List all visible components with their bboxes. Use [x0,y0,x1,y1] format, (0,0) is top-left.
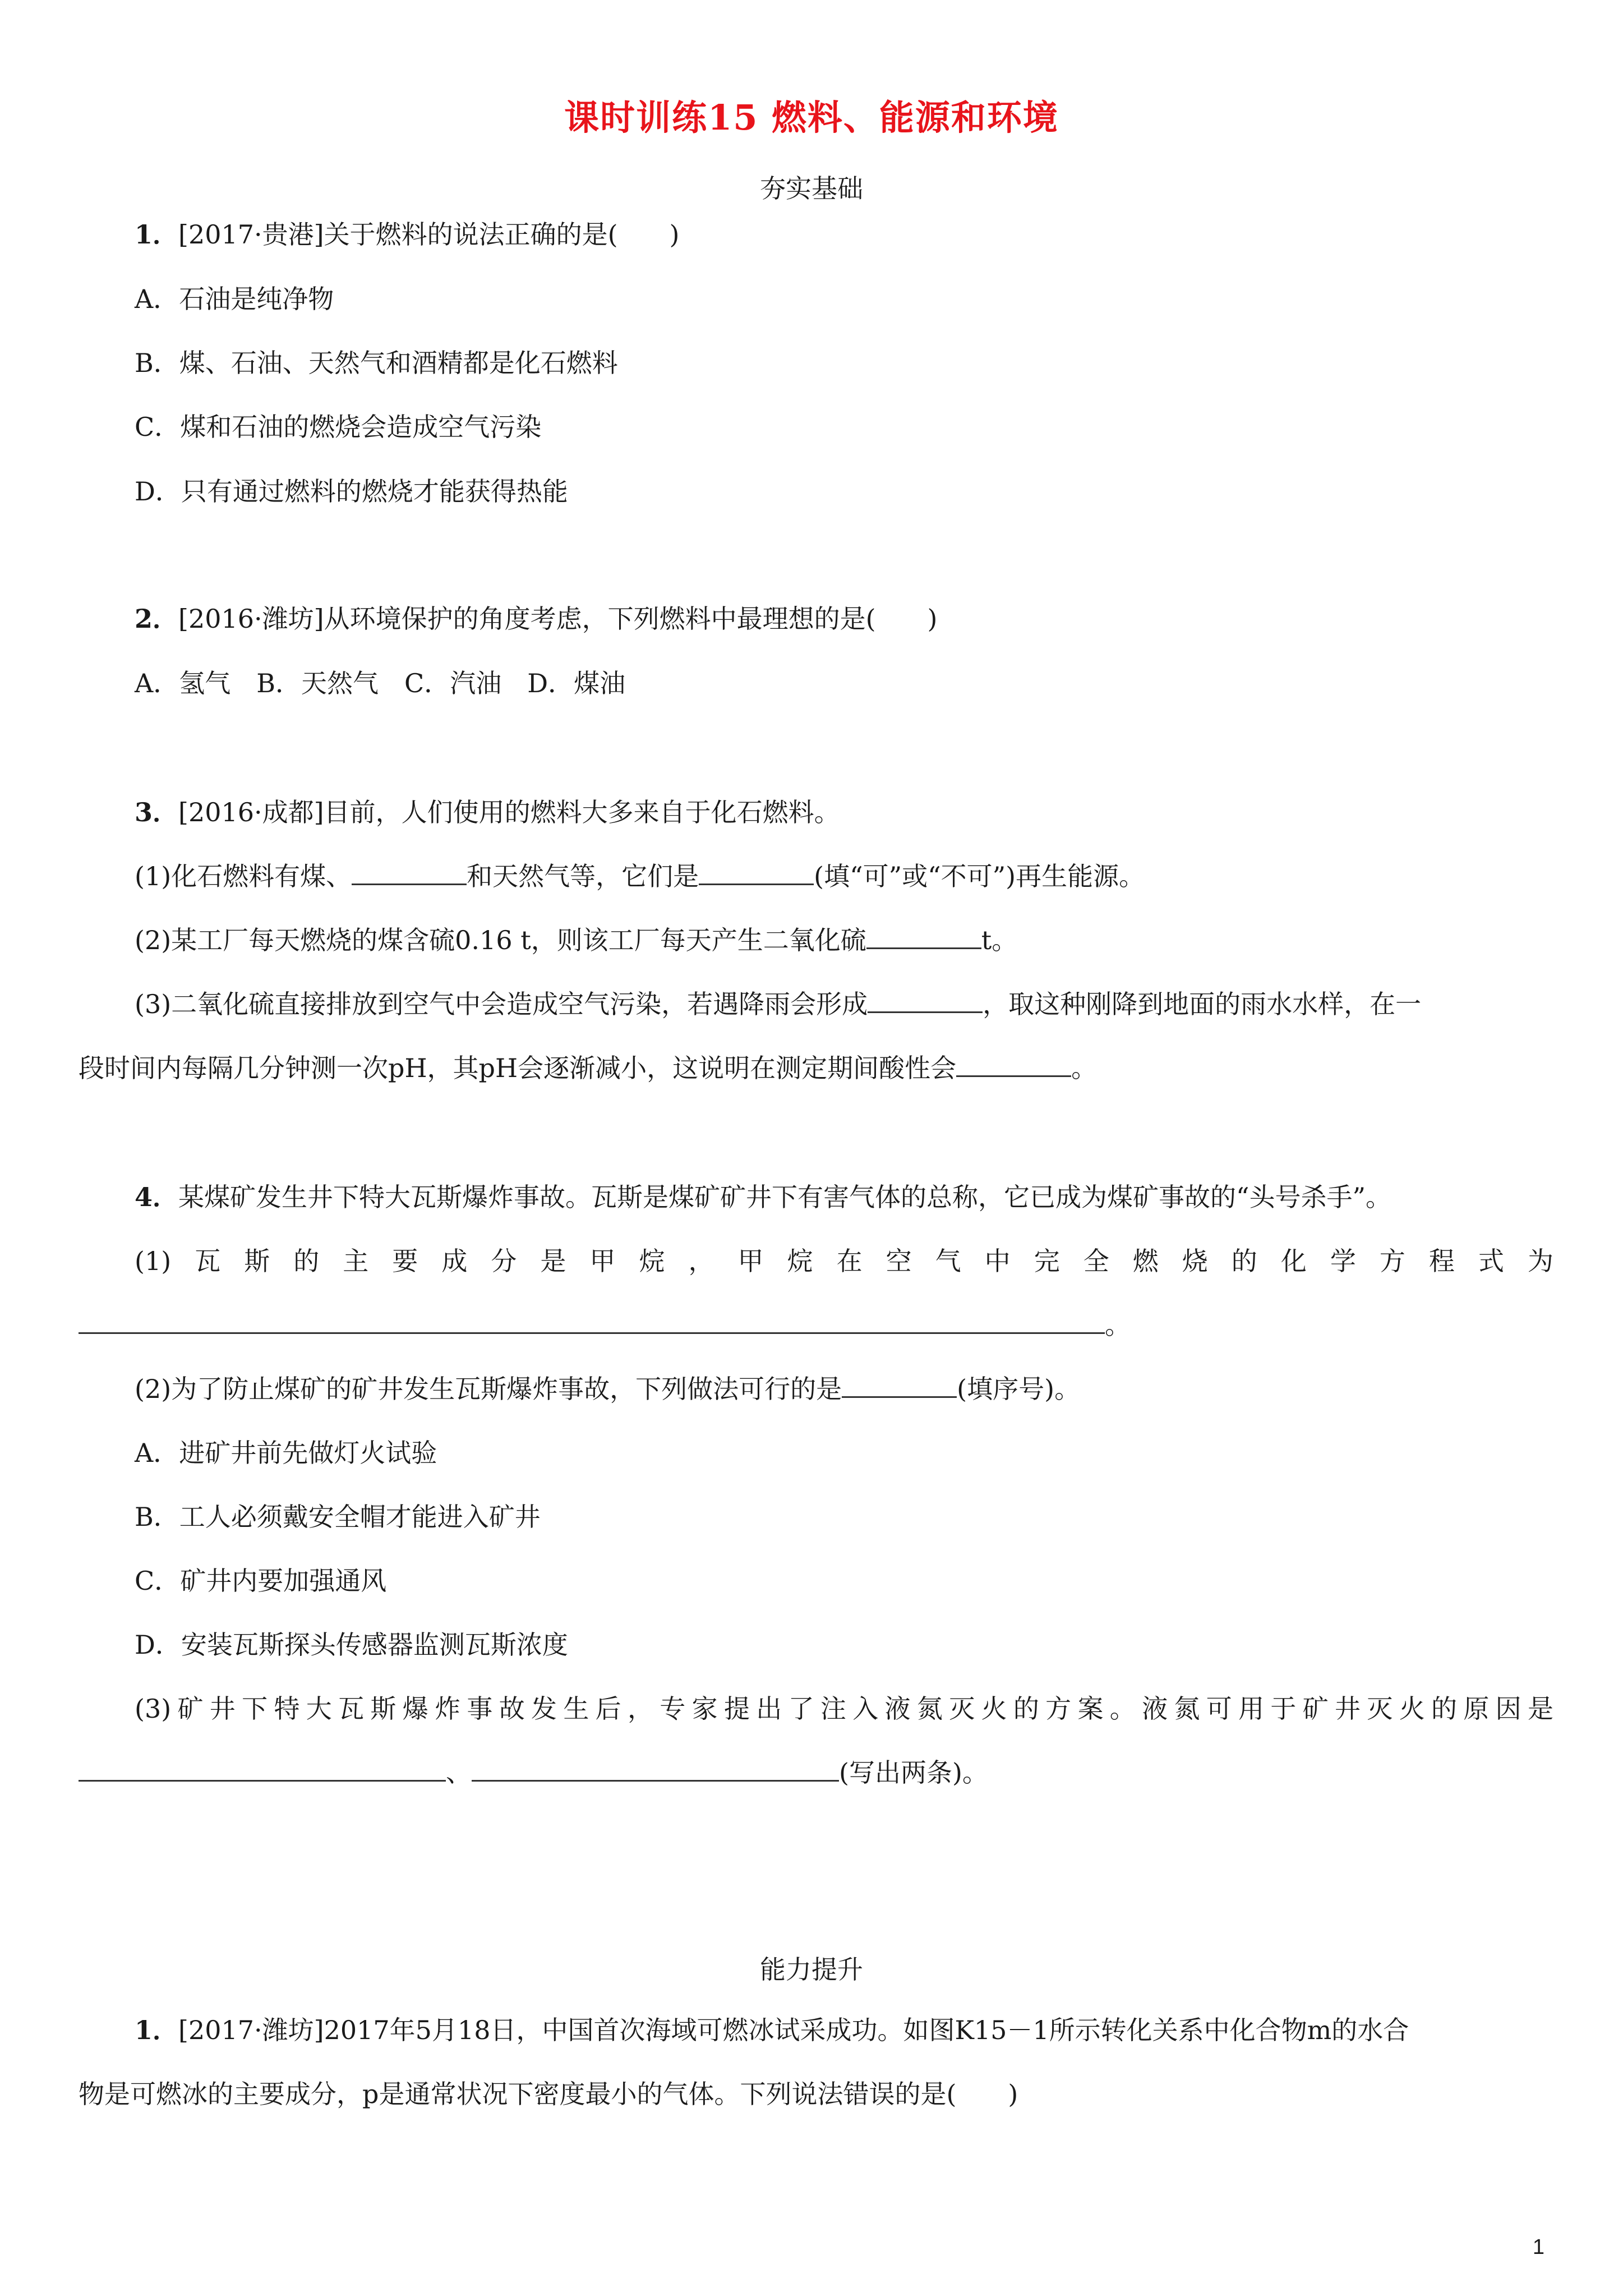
answer-blank[interactable] [472,1779,839,1782]
question-1 [135,218,680,251]
question-4 [135,1180,1391,1214]
question-4-part-1-answer [79,1308,1131,1342]
option-a: A．进矿井前先做灯火试验 [135,1438,437,1468]
option-a: A．石油是纯净物 [135,284,334,314]
text: (1)化石燃料有煤、 [135,861,352,891]
question-number: 1． [135,2015,179,2045]
question-number: 3． [135,797,179,827]
answer-blank[interactable] [352,883,467,885]
question-stem: [2016·潍坊]从环境保护的角度考虑，下列燃料中最理想的是( ) [178,604,938,634]
section-heading-advanced: 能力提升 [760,1954,863,1985]
page-title: 课时训练15 燃料、能源和环境 [564,97,1059,138]
text: 、 [446,1757,472,1788]
question-number: 1． [135,219,179,250]
answer-blank[interactable] [79,1332,1105,1334]
text: 。 [1105,1310,1131,1340]
option-b: B．工人必须戴安全帽才能进入矿井 [135,1502,541,1532]
question-advanced-1 [135,2013,1409,2047]
text: (填“可”或“不可”)再生能源。 [814,861,1145,891]
answer-blank[interactable] [842,1396,957,1398]
text: t。 [981,925,1018,955]
text: (填序号)。 [957,1374,1081,1404]
answer-blank[interactable] [956,1075,1071,1077]
option-b: B．煤、石油、天然气和酒精都是化石燃料 [135,348,618,378]
text: 和天然气等，它们是 [467,861,699,891]
text: (2)为了防止煤矿的矿井发生瓦斯爆炸事故，下列做法可行的是 [135,1374,842,1404]
question-number: 2． [135,604,179,634]
question-3-part-3-cont [79,1051,1097,1085]
question-stem: [2017·贵港]关于燃料的说法正确的是( ) [178,219,680,250]
option-c: C．矿井内要加强通风 [135,1566,387,1596]
question-4-part-2 [135,1372,1080,1406]
text: 段时间内每隔几分钟测一次pH，其pH会逐渐减小，这说明在测定期间酸性会 [79,1053,957,1083]
text: (3)二氧化硫直接排放到空气中会造成空气污染，若遇降雨会形成 [135,989,868,1019]
question-3-part-1 [135,859,1145,893]
text: (写出两条)。 [839,1757,988,1788]
text: (2)某工厂每天燃烧的煤含硫0.16 t，则该工厂每天产生二氧化硫 [135,925,866,955]
answer-blank[interactable] [699,883,814,885]
question-4-part-3: (3)矿井下特大瓦斯爆炸事故发生后，专家提出了注入液氮灭火的方案。液氮可用于矿井灭火的原因是 [135,1694,1553,1724]
option-d: D．安装瓦斯探头传感器监测瓦斯浓度 [135,1630,568,1660]
question-advanced-1-cont: 物是可燃冰的主要成分，p是通常状况下密度最小的气体。下列说法错误的是( ) [79,2079,1018,2109]
text: ，取这种刚降到地面的雨水水样，在一 [983,989,1422,1019]
question-2 [135,602,938,636]
option-d: D．只有通过燃料的燃烧才能获得热能 [135,476,568,507]
question-3-part-2 [135,923,1017,957]
option-c: C．煤和石油的燃烧会造成空气污染 [135,412,542,442]
question-number: 4． [135,1182,179,1212]
question-4-part-1: (1)瓦斯的主要成分是甲烷，甲烷在空气中完全燃烧的化学方程式为 [135,1246,1553,1276]
question-stem: 某煤矿发生井下特大瓦斯爆炸事故。瓦斯是煤矿矿井下有害气体的总称，它已成为煤矿事故的“头号杀手”。 [178,1182,1392,1212]
page-number: 1 [1532,2235,1544,2259]
answer-blank[interactable] [79,1779,446,1782]
section-heading-basic: 夯实基础 [760,173,863,204]
question-3 [135,795,840,829]
question-stem: [2017·潍坊]2017年5月18日，中国首次海域可燃冰试采成功。如图K15－1所示转化关系中化合物m的水合 [178,2015,1409,2045]
options-row: A．氢气 B．天然气 C．汽油 D．煤油 [135,668,626,698]
question-3-part-3 [135,987,1421,1021]
answer-blank[interactable] [868,1011,983,1013]
question-4-part-3-answer [79,1756,988,1789]
text: 。 [1071,1053,1098,1083]
question-stem: [2016·成都]目前，人们使用的燃料大多来自于化石燃料。 [178,797,840,827]
answer-blank[interactable] [866,947,981,949]
